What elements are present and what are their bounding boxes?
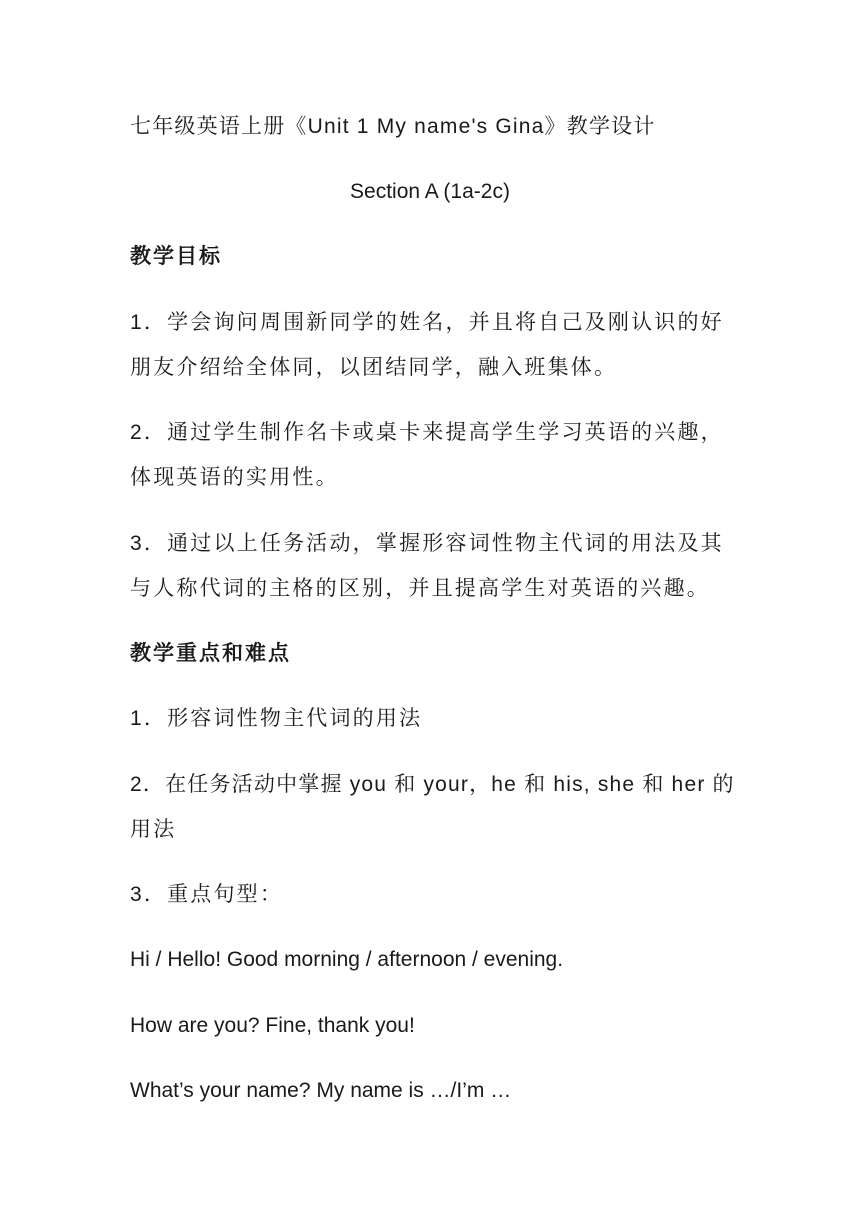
keypoint-1: 1．形容词性物主代词的用法 bbox=[130, 707, 423, 730]
objective-1-line-1: 1．学会询问周围新同学的姓名，并且将自己及刚认识的好 bbox=[130, 311, 724, 334]
section-subtitle: Section A (1a-2c) bbox=[350, 180, 510, 203]
objective-2-line-1: 2．通过学生制作名卡或桌卡来提高学生学习英语的兴趣， bbox=[130, 421, 724, 444]
objective-3-line-2: 与人称代词的主格的区别，并且提高学生对英语的兴趣。 bbox=[130, 577, 710, 600]
objectives-heading: 教学目标 bbox=[130, 245, 222, 268]
keypoint-2-line-2: 用法 bbox=[130, 818, 177, 841]
objective-2-line-2: 体现英语的实用性。 bbox=[130, 466, 339, 489]
key-sentence-2: How are you? Fine, thank you! bbox=[130, 1014, 415, 1037]
objective-1-line-2: 朋友介绍给全体同，以团结同学，融入班集体。 bbox=[130, 356, 618, 379]
document-title: 七年级英语上册《Unit 1 My name's Gina》教学设计 bbox=[130, 115, 656, 138]
keypoint-3: 3．重点句型： bbox=[130, 883, 284, 906]
keypoint-2-line-1: 2．在任务活动中掌握 you 和 your，he 和 his, she 和 her 的 bbox=[130, 773, 735, 796]
keypoints-heading: 教学重点和难点 bbox=[130, 642, 291, 665]
objective-3-line-1: 3．通过以上任务活动，掌握形容词性物主代词的用法及其 bbox=[130, 532, 724, 555]
key-sentence-1: Hi / Hello! Good morning / afternoon / evening. bbox=[130, 948, 564, 971]
key-sentence-3: What’s your name? My name is …/I’m … bbox=[130, 1079, 512, 1102]
